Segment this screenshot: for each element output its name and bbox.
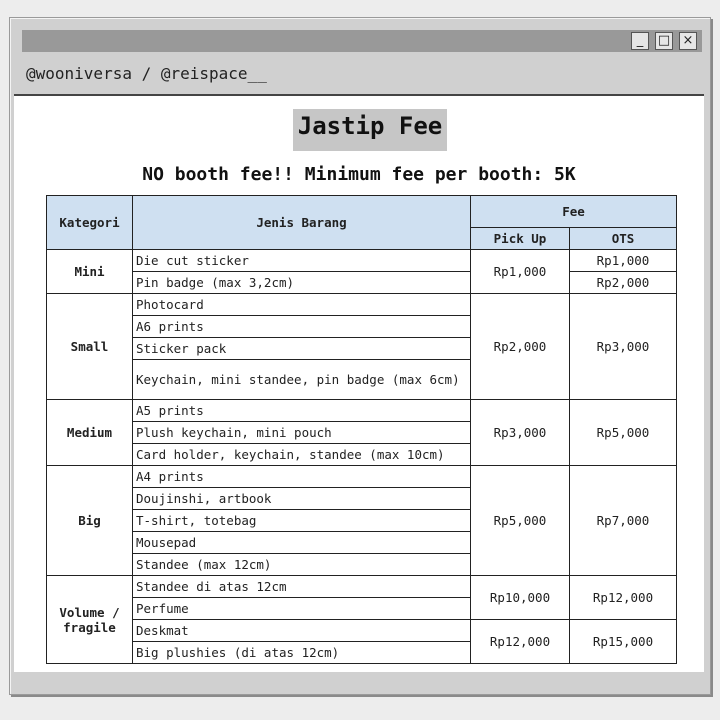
category-cell: Big bbox=[47, 466, 133, 576]
table-row bbox=[47, 466, 677, 488]
table-row bbox=[47, 400, 677, 422]
item-cell: Mousepad bbox=[133, 532, 471, 554]
header-fee: Fee bbox=[471, 196, 677, 228]
item-cell: Sticker pack bbox=[133, 338, 471, 360]
pickup-fee-cell: Rp3,000 bbox=[471, 400, 570, 466]
item-cell: Standee (max 12cm) bbox=[133, 554, 471, 576]
item-cell: Photocard bbox=[133, 294, 471, 316]
item-cell: Plush keychain, mini pouch bbox=[133, 422, 471, 444]
pickup-fee-cell: Rp1,000 bbox=[471, 250, 570, 294]
item-cell: A6 prints bbox=[133, 316, 471, 338]
item-cell: Big plushies (di atas 12cm) bbox=[133, 642, 471, 664]
ots-fee-cell: Rp5,000 bbox=[570, 400, 677, 466]
item-cell: Standee di atas 12cm bbox=[133, 576, 471, 598]
item-cell: Pin badge (max 3,2cm) bbox=[133, 272, 471, 294]
pickup-fee-cell: Rp2,000 bbox=[471, 294, 570, 400]
item-cell: A4 prints bbox=[133, 466, 471, 488]
content-area bbox=[14, 94, 704, 672]
item-cell: Card holder, keychain, standee (max 10cm) bbox=[133, 444, 471, 466]
page-subtitle: NO booth fee!! Minimum fee per booth: 5K bbox=[142, 164, 576, 185]
item-cell: A5 prints bbox=[133, 400, 471, 422]
item-cell: Keychain, mini standee, pin badge (max 6cm) bbox=[133, 360, 471, 400]
ots-fee-cell: Rp12,000 bbox=[570, 576, 677, 620]
title-bar[interactable] bbox=[22, 30, 702, 52]
category-cell: Mini bbox=[47, 250, 133, 294]
category-cell: Volume / fragile bbox=[47, 576, 133, 664]
table-row bbox=[47, 576, 677, 598]
table-row bbox=[47, 272, 677, 294]
minimize-button[interactable] bbox=[631, 32, 649, 50]
item-cell: Perfume bbox=[133, 598, 471, 620]
app-window bbox=[9, 17, 711, 695]
pickup-fee-cell: Rp5,000 bbox=[471, 466, 570, 576]
header-pick-up: Pick Up bbox=[471, 228, 570, 250]
table-row bbox=[47, 250, 677, 272]
ots-fee-cell: Rp1,000 bbox=[570, 250, 677, 272]
social-handles: @wooniversa / @reispace__ bbox=[26, 64, 267, 83]
category-cell: Small bbox=[47, 294, 133, 400]
close-button[interactable] bbox=[679, 32, 697, 50]
item-cell: Doujinshi, artbook bbox=[133, 488, 471, 510]
ots-fee-cell: Rp15,000 bbox=[570, 620, 677, 664]
maximize-icon: □ bbox=[657, 33, 671, 48]
header-ots: OTS bbox=[570, 228, 677, 250]
fee-table bbox=[46, 195, 677, 664]
close-icon: × bbox=[682, 33, 694, 48]
header-kategori: Kategori bbox=[47, 196, 133, 250]
ots-fee-cell: Rp7,000 bbox=[570, 466, 677, 576]
header-jenis-barang: Jenis Barang bbox=[133, 196, 471, 250]
table-row bbox=[47, 294, 677, 316]
page-title: Jastip Fee bbox=[297, 112, 443, 140]
table-row bbox=[47, 620, 677, 642]
item-cell: Deskmat bbox=[133, 620, 471, 642]
ots-fee-cell: Rp2,000 bbox=[570, 272, 677, 294]
minimize-icon: _ bbox=[636, 33, 644, 48]
ots-fee-cell: Rp3,000 bbox=[570, 294, 677, 400]
category-cell: Medium bbox=[47, 400, 133, 466]
item-cell: T-shirt, totebag bbox=[133, 510, 471, 532]
pickup-fee-cell: Rp10,000 bbox=[471, 576, 570, 620]
item-cell: Die cut sticker bbox=[133, 250, 471, 272]
pickup-fee-cell: Rp12,000 bbox=[471, 620, 570, 664]
maximize-button[interactable] bbox=[655, 32, 673, 50]
